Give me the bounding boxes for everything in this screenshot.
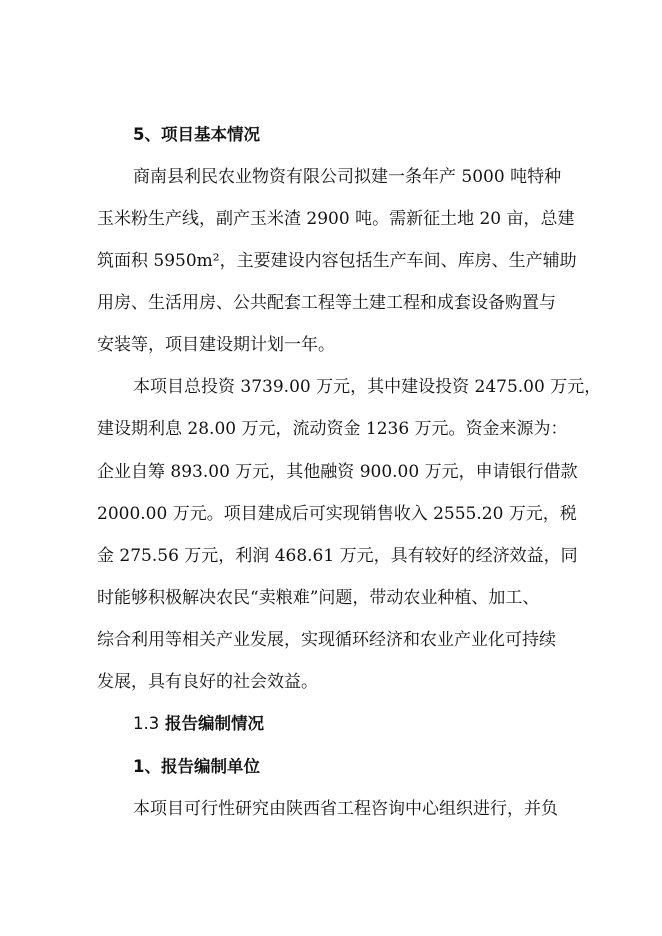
paragraph-line: 用房、生活用房、公共配套工程等土建工程和成套设备购置与	[97, 293, 556, 313]
paragraph-line: 筑面积 5950m²，主要建设内容包括生产车间、库房、生产辅助	[97, 251, 577, 271]
section-title: 报告编制情况	[165, 714, 264, 733]
paragraph-line: 本项目总投资 3739.00 万元，其中建设投资 2475.00 万元，	[133, 377, 602, 397]
paragraph-line: 本项目可行性研究由陕西省工程咨询中心组织进行，并负	[133, 799, 558, 819]
paragraph-line: 金 275.56 万元，利润 468.61 万元，具有较好的经济效益，同	[97, 546, 578, 566]
paragraph-line: 时能够积极解决农民“卖粮难”问题，带动农业种植、加工、	[97, 588, 540, 608]
paragraph-line: 发展，具有良好的社会效益。	[97, 672, 318, 692]
heading-report-unit: 1、报告编制单位	[133, 757, 260, 776]
paragraph-line: 2000.00 万元。项目建成后可实现销售收入 2555.20 万元，税	[97, 504, 577, 524]
paragraph-line: 建设期利息 28.00 万元，流动资金 1236 万元。资金来源为：	[97, 419, 568, 439]
section-heading	[133, 713, 264, 735]
paragraph-line: 玉米粉生产线，副产玉米渣 2900 吨。需新征土地 20 亩，总建	[97, 209, 575, 229]
paragraph-line: 商南县利民农业物资有限公司拟建一条年产 5000 吨特种	[133, 167, 562, 187]
paragraph-line: 综合利用等相关产业发展，实现循环经济和农业产业化可持续	[97, 630, 556, 650]
paragraph-line: 安装等，项目建设期计划一年。	[97, 335, 335, 355]
paragraph-line: 企业自筹 893.00 万元，其他融资 900.00 万元，申请银行借款	[97, 462, 578, 482]
heading-project-basic-info: 5、项目基本情况	[133, 125, 260, 144]
section-number: 1.3	[133, 714, 160, 733]
